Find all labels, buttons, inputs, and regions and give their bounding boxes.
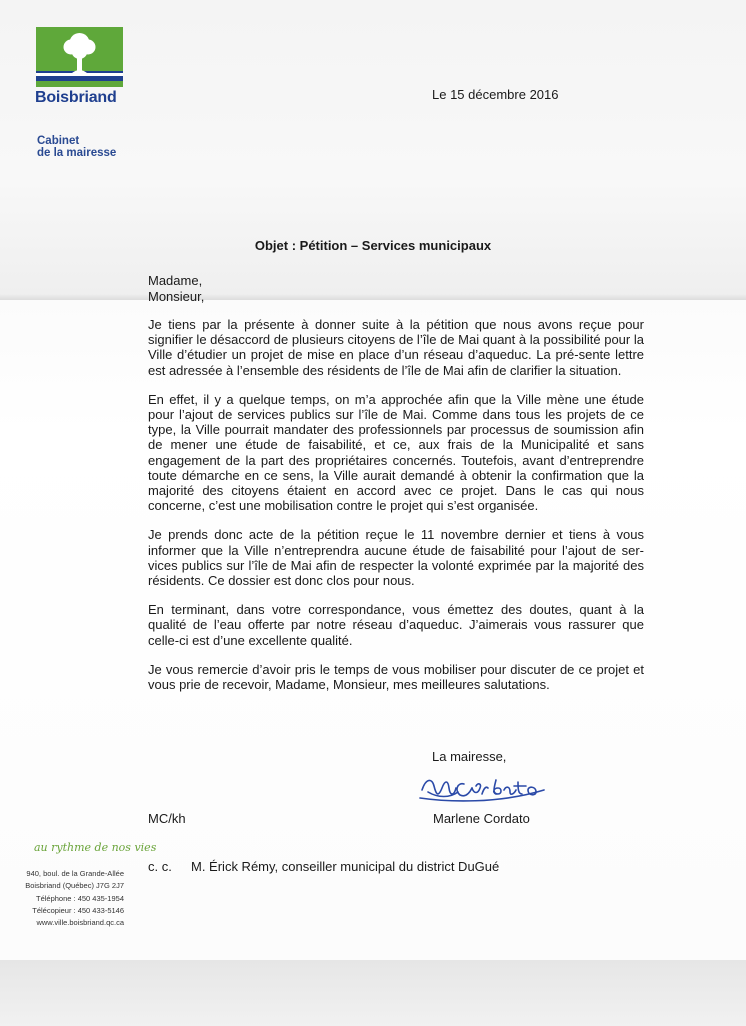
closing-title: La mairesse, (432, 749, 507, 764)
handwritten-signature (418, 768, 550, 812)
salutation (148, 273, 204, 305)
city-address-block (25, 868, 124, 929)
website-line: www.ville.boisbriand.qc.ca (36, 918, 124, 928)
letter-subject: Objet : Pétition – Services municipaux (254, 238, 492, 253)
scan-bottom-edge (0, 960, 746, 1026)
paragraph-1: Je tiens par la présente à donner suite à la pétition que nous avons reçue pour signifier le désaccord de plusieurs citoyens de l’île de Mai quant à la possibilité pour la Ville d’étudier un projet de mise en place d’un réseau d’aqueduc. La pré-sente lettre est adressée à l’ensemble des résidents de l’île de Mai afin de clarifier la situation. (148, 317, 644, 378)
cc-label: c. c. (148, 859, 172, 874)
address-line-1: 940, boul. de la Grande-Allée (26, 869, 124, 878)
office-line-2: de la mairesse (37, 147, 117, 159)
salutation-line-2: Monsieur, (148, 289, 205, 304)
address-line-2: Boisbriand (Québec) J7G 2J7 (25, 881, 124, 891)
carbon-copy (148, 859, 499, 874)
phone-line: Téléphone : 450 435-1954 (36, 893, 124, 903)
fax-line: Télécopieur : 450 433-5146 (32, 905, 124, 915)
signer-name: Marlene Cordato (433, 811, 530, 826)
tree-logo-icon (36, 27, 123, 87)
letter-date: Le 15 décembre 2016 (432, 87, 559, 102)
office-name (37, 135, 116, 159)
salutation-line-1: Madame, (148, 273, 203, 288)
paragraph-5: Je vous remercie d’avoir pris le temps de vous mobiliser pour discuter de ce projet et vous prie de recevoir, Madame, Monsieur, mes meilleures salutations. (148, 661, 644, 693)
cc-recipient: M. Érick Rémy, conseiller municipal du district DuGué (191, 859, 500, 874)
office-line-1: Cabinet (37, 135, 80, 147)
paragraph-4: En terminant, dans votre correspondance, vous émettez des doutes, quant à la qualité de l’eau offerte par notre réseau d’aqueduc. J’aimerais vous rassurer que celle-ci est d’une excellente qualité. (148, 602, 644, 648)
city-slogan: au rythme de nos vies (34, 841, 157, 854)
paragraph-2: En effet, il y a quelque temps, on m’a approchée afin que la Ville mène une étude pour l’ajout de services publics sur l’île de Mai. Comme dans tous les projets de ce type, la Ville pourrait mandater des professionnels par processus de soumission afin de mener une étude de faisabilité, et ce, aux frais de la Municipalité et sans engagement de la part des propriétaires concernés. Toutefois, avant d’entreprendre toute démarche en ce sens, la Ville aurait demandé à obtenir la confirmation que la majorité des citoyens étaient en accord avec ce projet. Dans le cas qui nous concerne, c’est une mobilisation contre le projet qui s’est organisée. (148, 391, 644, 514)
letter-body (148, 317, 644, 706)
reference-initials: MC/kh (148, 811, 186, 826)
paragraph-3: Je prends donc acte de la pétition reçue le 11 novembre dernier et tiens à vous informer que la Ville n’entreprendra aucune étude de faisabilité pour l’ajout de ser-vices publics sur l’île de Mai afin de respecter la volonté exprimée par la majorité des résidents. Ce dossier est donc clos pour nous. (148, 527, 644, 589)
logo-wordmark: Boisbriand (35, 89, 117, 106)
